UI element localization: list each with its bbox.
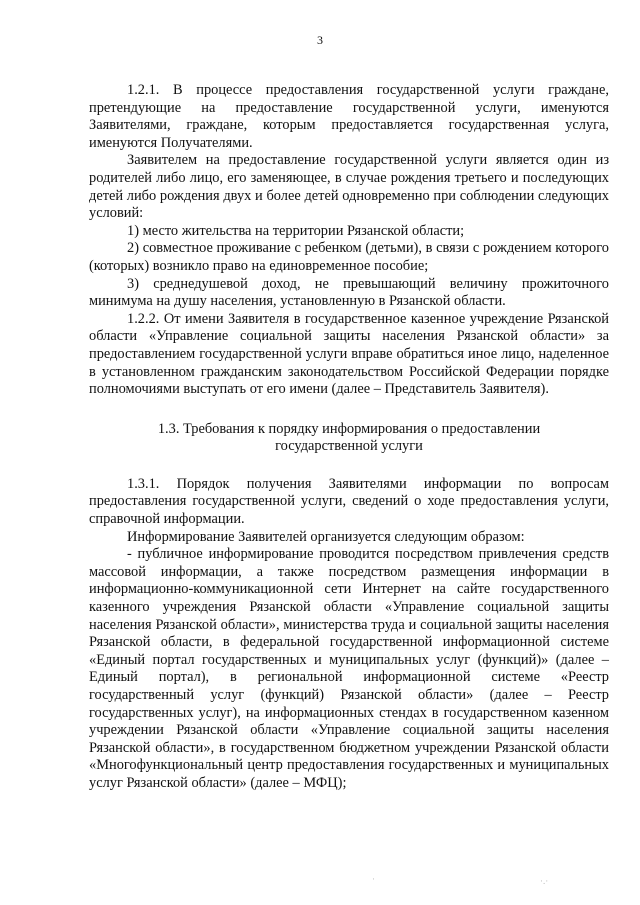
condition-item-1: 1) место жительства на территории Рязанской области;: [127, 222, 465, 239]
condition-item-3: 3) среднедушевой доход, не превышающий величину прожиточного минимума на душу населения, установленную в Рязанской области.: [89, 275, 609, 310]
paragraph-1-3-1: 1.3.1. Порядок получения Заявителями информации по вопросам предоставления государственной услуги, сведений о ходе предоставления услуги, справочной информации.: [89, 475, 609, 528]
paragraph-public-informing: - публичное информирование проводится посредством привлечения средств массовой информации, а также посредством размещения информации в информационно-коммуникационной сети Интернет на сайте государственного казенного учреждения Рязанской области «Управление социальной защиты населения Рязанской области», министерства труда и социальной защиты населения Рязанской области, в федеральной государственной информационной системе «Единый портал государственных и муниципальных услуг (функций)» (далее – Единый портал), в региональной информационной системе «Реестр государственный услуг (функций) Рязанской области» (далее – Реестр государственных услуг), на информационных стендах в государственном казенном учреждении Рязанской области «Управление социальной защиты населения Рязанской области», в государственном бюджетном учреждении Рязанской области «Многофункциональный центр предоставления государственных и муниципальных услуг Рязанской области» (далее – МФЦ);: [89, 546, 609, 791]
paragraph-applicant-definition: Заявителем на предоставление государственной услуги является один из родителей либо лицо, его заменяющее, в случае рождения третьего и последующих детей либо рождения двух и более детей одновременно при соблюдении следующих условий:: [89, 152, 609, 222]
paragraph-1-2-2: 1.2.2. От имени Заявителя в государственное казенное учреждение Рязанской области «Управление социальной защиты населения Рязанской области» за предоставлением государственной услуги вправе обратиться иное лицо, наделенное в установленном гражданским законодательством Российской Федерации порядке полномочиями выступать от его имени (далее – Представитель Заявителя).: [89, 310, 609, 398]
scan-speck: ·.·: [540, 876, 549, 886]
condition-item-2: 2) совместное проживание с ребенком (детьми), в связи с рождением которого (которых) возникло право на единовременное пособие;: [89, 240, 609, 274]
document-body: [89, 82, 609, 793]
scan-speck: ·: [372, 874, 375, 884]
page-number: 3: [317, 33, 323, 47]
section-heading-1-3: 1.3. Требования к порядку информирования о предоставлении государственной услуги: [157, 420, 541, 455]
paragraph-informing-intro: Информирование Заявителей организуется следующим образом:: [127, 528, 525, 545]
paragraph-1-2-1: 1.2.1. В процессе предоставления государственной услуги граждане, претендующие на предоставление государственной услуги, именуются Заявителями, граждане, которым предоставляется государственная услуга, именуются Получателями.: [89, 82, 609, 151]
